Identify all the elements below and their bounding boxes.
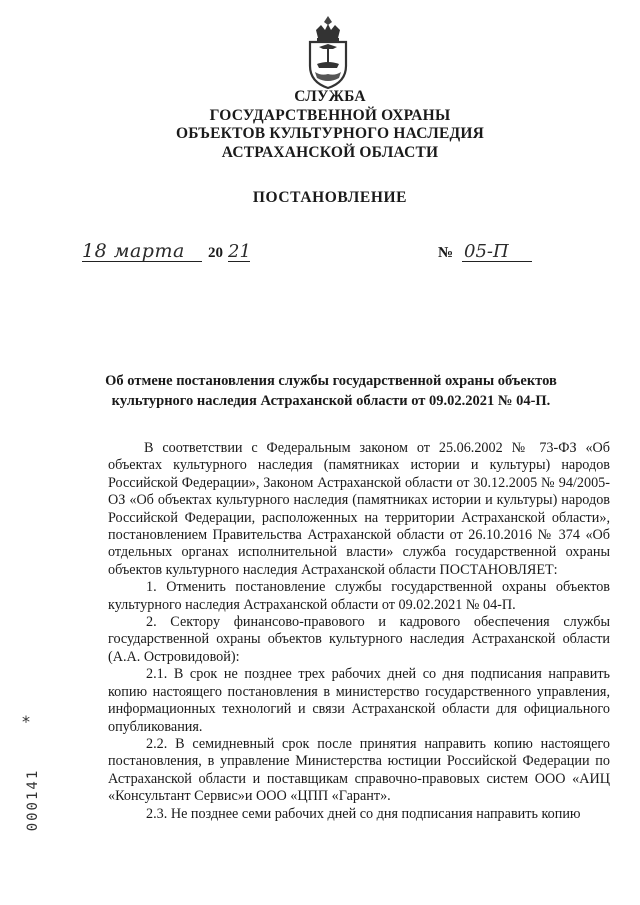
org-line: ОБЪЕКТОВ КУЛЬТУРНОГО НАСЛЕДИЯ [175,125,485,142]
coat-of-arms-icon [301,14,355,90]
subject-line: Об отмене постановления службы государственной охраны объектов [105,373,557,389]
date-field [82,236,251,266]
org-line: СЛУЖБА [294,88,366,105]
handwritten-number: 05-П [464,241,509,262]
clause-1: 1. Отменить постановление службы государственной охраны объектов культурного наследия Астраханской области от 09.02.2021 № 04-П. [108,579,610,613]
clause-2-1: 2.1. В срок не позднее трех рабочих дней со дня подписания направить копию настоящего постановления в министерство государственного управления, информационных технологий и связи Астраханской области для официального опубликования. [108,666,610,735]
clause-2: 2. Сектору финансово-правового и кадрового обеспечения службы государственной охраны объектов культурного наследия Астраханской области (А.А. Островидовой): [108,614,610,665]
handwritten-date: 18 марта [82,240,185,262]
preamble-paragraph: В соответствии с Федеральным законом от 25.06.2002 № 73-ФЗ «Об объектах культурного наследия (памятниках истории и культуры) народов Российской Федерации», Законом Астраханской области от 30.12.2005 № 94/2005-ОЗ «Об объектах культурного наследия (памятниках истории и культуры) народов Российской Федерации, расположенных на территории Астраханской области», постановлением Правительства Астраханской области от 26.10.2016 № 374 «Об отдельных органах исполнительной власти» служба государственной охраны объектов культурного наследия Астраханской области ПОСТАНОВЛЯЕТ: [108,440,610,578]
org-line: ГОСУДАРСТВЕННОЙ ОХРАНЫ [209,106,451,124]
document-type-title: ПОСТАНОВЛЕНИЕ [252,189,408,206]
margin-serial [16,706,46,856]
document-number-field [438,236,558,266]
subject-line: культурного наследия Астраханской области от 09.02.2021 № 04-П. [111,393,551,409]
clause-2-2: 2.2. В семидневный срок после принятия направить копию настоящего постановления, в управление Министерства юстиции Российской Федерации по Астраханской области и поставщикам справочно-правовых систем ООО «АИЦ «Консультант Сервис»и ООО «ЦПП «Гарант». [108,735,610,805]
org-line: АСТРАХАНСКОЙ ОБЛАСТИ [221,143,439,161]
handwritten-year: 21 [228,241,251,262]
document-body [108,440,610,823]
number-sign: № [438,245,454,261]
clause-2-3: 2.3. Не позднее семи рабочих дней со дня подписания направить копию [146,805,581,822]
serial-number: 000141 [25,768,41,832]
document-subject [96,371,566,411]
organization-name [60,88,600,162]
year-prefix: 20 [208,245,223,261]
asterisk-mark: * [22,712,30,731]
